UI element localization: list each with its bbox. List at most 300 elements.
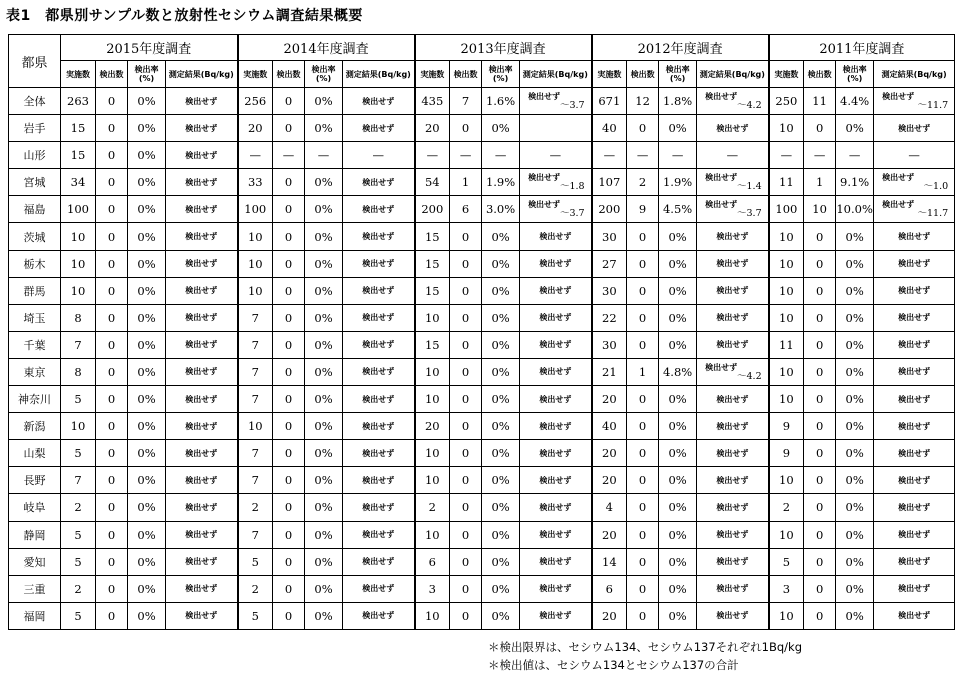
detected-count: 0 bbox=[450, 494, 482, 521]
detected-count: 0 bbox=[804, 358, 836, 385]
sample-count: 5 bbox=[769, 548, 804, 575]
sample-count: 5 bbox=[61, 548, 96, 575]
measurement-result: 検出せず bbox=[166, 115, 238, 142]
detected-count: 0 bbox=[627, 548, 659, 575]
column-header: 実施数 bbox=[238, 61, 273, 88]
detected-count: 0 bbox=[627, 575, 659, 602]
measurement-result: 検出せず bbox=[874, 494, 955, 521]
column-header: 検出率(%) bbox=[836, 61, 874, 88]
detection-rate: 0% bbox=[482, 602, 520, 629]
sample-count: 10 bbox=[61, 413, 96, 440]
detection-rate: 0% bbox=[482, 223, 520, 250]
measurement-result: 検出せず bbox=[166, 196, 238, 223]
detected-count: 0 bbox=[627, 413, 659, 440]
measurement-result: 検出せず bbox=[520, 548, 592, 575]
detected-count: 0 bbox=[96, 521, 128, 548]
sample-count: 10 bbox=[61, 250, 96, 277]
measurement-result: 検出せず bbox=[520, 413, 592, 440]
detection-rate: 0% bbox=[482, 467, 520, 494]
measurement-result: 検出せず bbox=[343, 494, 415, 521]
detected-count: 0 bbox=[804, 115, 836, 142]
detected-count: 0 bbox=[450, 358, 482, 385]
measurement-result: 検出せず bbox=[697, 223, 769, 250]
sample-count: 20 bbox=[592, 521, 627, 548]
sample-count: 100 bbox=[61, 196, 96, 223]
detection-rate: 0% bbox=[836, 386, 874, 413]
detected-count: 0 bbox=[450, 602, 482, 629]
detected-count: 11 bbox=[804, 88, 836, 115]
sample-count: 8 bbox=[61, 304, 96, 331]
detected-count: 0 bbox=[804, 548, 836, 575]
sample-count: 250 bbox=[769, 88, 804, 115]
detection-rate: 0% bbox=[482, 358, 520, 385]
sample-count: 10 bbox=[238, 250, 273, 277]
detection-rate: 0% bbox=[659, 386, 697, 413]
measurement-result: 検出せず bbox=[166, 223, 238, 250]
year-header: 2014年度調査 bbox=[238, 35, 415, 61]
measurement-result: 検出せず ～3.7 bbox=[520, 196, 592, 223]
measurement-result: 検出せず bbox=[697, 250, 769, 277]
year-header: 2011年度調査 bbox=[769, 35, 955, 61]
detected-count: 0 bbox=[273, 115, 305, 142]
measurement-result: 検出せず bbox=[166, 494, 238, 521]
detected-count: 0 bbox=[96, 358, 128, 385]
sample-count: 7 bbox=[238, 386, 273, 413]
sample-count: 10 bbox=[61, 223, 96, 250]
measurement-result: 検出せず bbox=[166, 88, 238, 115]
table-row bbox=[9, 521, 955, 548]
detected-count: 0 bbox=[450, 575, 482, 602]
measurement-result: 検出せず bbox=[697, 304, 769, 331]
detected-count: 0 bbox=[804, 494, 836, 521]
sample-count: — bbox=[769, 142, 804, 169]
prefecture-name: 栃木 bbox=[9, 250, 61, 277]
detected-count: 12 bbox=[627, 88, 659, 115]
detection-rate: 0% bbox=[659, 494, 697, 521]
table-title: 表1 都県別サンプル数と放射性セシウム調査結果概要 bbox=[6, 8, 363, 24]
detected-count: 0 bbox=[804, 575, 836, 602]
detected-count: 0 bbox=[804, 602, 836, 629]
prefecture-name: 東京 bbox=[9, 358, 61, 385]
measurement-result: 検出せず bbox=[697, 467, 769, 494]
detection-rate: 0% bbox=[128, 386, 166, 413]
column-header: 検出率(%) bbox=[659, 61, 697, 88]
measurement-result: 検出せず bbox=[343, 358, 415, 385]
measurement-result: 検出せず bbox=[874, 386, 955, 413]
detection-rate: 0% bbox=[128, 223, 166, 250]
detection-rate: 0% bbox=[128, 142, 166, 169]
column-header: 検出数 bbox=[804, 61, 836, 88]
detection-rate: 0% bbox=[482, 250, 520, 277]
detection-rate: 0% bbox=[482, 331, 520, 358]
sample-count: 2 bbox=[415, 494, 450, 521]
measurement-result: 検出せず bbox=[343, 223, 415, 250]
detection-rate: 0% bbox=[305, 223, 343, 250]
sample-count: 10 bbox=[415, 358, 450, 385]
detected-count: 0 bbox=[273, 548, 305, 575]
detection-rate: 1.8% bbox=[659, 88, 697, 115]
detected-count: 0 bbox=[804, 277, 836, 304]
table-row bbox=[9, 602, 955, 629]
table-row bbox=[9, 413, 955, 440]
measurement-result: 検出せず bbox=[697, 115, 769, 142]
detection-rate: 0% bbox=[128, 575, 166, 602]
detection-rate: 0% bbox=[128, 494, 166, 521]
detection-rate: 0% bbox=[482, 304, 520, 331]
prefecture-name: 新潟 bbox=[9, 413, 61, 440]
measurement-result: 検出せず bbox=[520, 331, 592, 358]
measurement-result: 検出せず ～11.7 bbox=[874, 196, 955, 223]
sample-count: 15 bbox=[415, 331, 450, 358]
detection-rate: 0% bbox=[836, 115, 874, 142]
sample-count: 15 bbox=[61, 115, 96, 142]
detected-count: 0 bbox=[450, 521, 482, 548]
detected-count: 0 bbox=[450, 413, 482, 440]
detected-count: 0 bbox=[627, 467, 659, 494]
measurement-result: 検出せず bbox=[697, 521, 769, 548]
measurement-result: 検出せず bbox=[697, 575, 769, 602]
detection-rate: 0% bbox=[836, 440, 874, 467]
column-header: 検出数 bbox=[450, 61, 482, 88]
table-row bbox=[9, 169, 955, 196]
detection-rate: 0% bbox=[836, 304, 874, 331]
sample-count: 7 bbox=[238, 331, 273, 358]
sample-count: — bbox=[238, 142, 273, 169]
detected-count: 0 bbox=[627, 304, 659, 331]
measurement-result: 検出せず bbox=[166, 358, 238, 385]
measurement-result: 検出せず bbox=[343, 440, 415, 467]
detection-rate: — bbox=[659, 142, 697, 169]
sample-count: 11 bbox=[769, 169, 804, 196]
column-header: 検出数 bbox=[273, 61, 305, 88]
detected-count: 0 bbox=[627, 331, 659, 358]
prefecture-name: 岩手 bbox=[9, 115, 61, 142]
prefecture-name: 神奈川 bbox=[9, 386, 61, 413]
table-row bbox=[9, 494, 955, 521]
sample-count: 200 bbox=[415, 196, 450, 223]
detected-count: 0 bbox=[273, 602, 305, 629]
column-header: 実施数 bbox=[592, 61, 627, 88]
sample-count: 10 bbox=[238, 277, 273, 304]
measurement-result: 検出せず bbox=[874, 548, 955, 575]
detected-count: 0 bbox=[273, 169, 305, 196]
detected-count: 6 bbox=[450, 196, 482, 223]
detection-rate: 0% bbox=[659, 413, 697, 440]
detection-rate: 0% bbox=[305, 304, 343, 331]
detection-rate: 0% bbox=[836, 548, 874, 575]
detection-rate: 0% bbox=[305, 494, 343, 521]
sample-count: 27 bbox=[592, 250, 627, 277]
sample-count: 5 bbox=[61, 602, 96, 629]
measurement-result: 検出せず bbox=[166, 548, 238, 575]
detection-rate: 0% bbox=[305, 88, 343, 115]
detected-count: 0 bbox=[96, 223, 128, 250]
detection-rate: 0% bbox=[836, 413, 874, 440]
detected-count: 0 bbox=[627, 250, 659, 277]
measurement-result: 検出せず bbox=[874, 223, 955, 250]
measurement-result: — bbox=[343, 142, 415, 169]
sample-count: 6 bbox=[415, 548, 450, 575]
measurement-result: 検出せず bbox=[343, 250, 415, 277]
column-header: 実施数 bbox=[61, 61, 96, 88]
column-header: 測定結果(Bq/kg) bbox=[520, 61, 592, 88]
sample-count: 263 bbox=[61, 88, 96, 115]
measurement-result: 検出せず bbox=[166, 467, 238, 494]
detected-count: 0 bbox=[450, 304, 482, 331]
sample-count: 30 bbox=[592, 331, 627, 358]
detected-count: 9 bbox=[627, 196, 659, 223]
measurement-result: 検出せず bbox=[343, 196, 415, 223]
detection-rate: 4.5% bbox=[659, 196, 697, 223]
detected-count: 0 bbox=[804, 440, 836, 467]
measurement-result: 検出せず bbox=[343, 169, 415, 196]
sample-count: 20 bbox=[592, 386, 627, 413]
sample-count: 10 bbox=[415, 440, 450, 467]
measurement-result: — bbox=[520, 142, 592, 169]
sample-count: 10 bbox=[415, 386, 450, 413]
sample-count: 20 bbox=[415, 413, 450, 440]
measurement-result: 検出せず ～3.7 bbox=[697, 196, 769, 223]
sample-count: 100 bbox=[238, 196, 273, 223]
sample-count: 2 bbox=[238, 494, 273, 521]
detection-rate: 0% bbox=[305, 548, 343, 575]
detection-rate: 0% bbox=[305, 386, 343, 413]
sample-count: 10 bbox=[769, 521, 804, 548]
detection-rate: 0% bbox=[659, 223, 697, 250]
sample-count: 7 bbox=[238, 521, 273, 548]
sample-count: 2 bbox=[238, 575, 273, 602]
detection-rate: 0% bbox=[836, 521, 874, 548]
detection-rate: 0% bbox=[659, 602, 697, 629]
detected-count: 0 bbox=[96, 115, 128, 142]
detected-count: 0 bbox=[96, 575, 128, 602]
detected-count: 1 bbox=[627, 358, 659, 385]
detection-rate: 0% bbox=[836, 358, 874, 385]
detection-rate: 0% bbox=[836, 250, 874, 277]
sample-count: 10 bbox=[769, 386, 804, 413]
detection-rate: 0% bbox=[659, 467, 697, 494]
results-table bbox=[8, 34, 955, 630]
year-header: 2013年度調査 bbox=[415, 35, 592, 61]
prefecture-name: 茨城 bbox=[9, 223, 61, 250]
sample-count: 256 bbox=[238, 88, 273, 115]
detection-rate: 0% bbox=[836, 277, 874, 304]
detected-count: 0 bbox=[96, 277, 128, 304]
detected-count: 0 bbox=[627, 115, 659, 142]
measurement-result: 検出せず bbox=[697, 440, 769, 467]
measurement-result: 検出せず bbox=[343, 602, 415, 629]
prefecture-name: 静岡 bbox=[9, 521, 61, 548]
measurement-result: 検出せず bbox=[520, 602, 592, 629]
prefecture-name: 福島 bbox=[9, 196, 61, 223]
measurement-result: 検出せず bbox=[343, 548, 415, 575]
sample-count: 20 bbox=[592, 602, 627, 629]
measurement-result: 検出せず bbox=[520, 277, 592, 304]
measurement-result: 検出せず bbox=[343, 521, 415, 548]
detected-count: 0 bbox=[273, 521, 305, 548]
detected-count: 0 bbox=[96, 331, 128, 358]
detected-count: 0 bbox=[273, 413, 305, 440]
sample-count: 9 bbox=[769, 440, 804, 467]
measurement-result: 検出せず ～4.2 bbox=[697, 358, 769, 385]
measurement-result: 検出せず bbox=[874, 358, 955, 385]
detected-count: 0 bbox=[804, 521, 836, 548]
detection-rate: 0% bbox=[305, 413, 343, 440]
measurement-result: 検出せず bbox=[874, 521, 955, 548]
sample-count: 10 bbox=[769, 223, 804, 250]
detected-count: 0 bbox=[96, 196, 128, 223]
measurement-result: 検出せず bbox=[343, 115, 415, 142]
detected-count: 0 bbox=[273, 88, 305, 115]
measurement-result: 検出せず bbox=[166, 602, 238, 629]
measurement-result bbox=[520, 115, 592, 142]
sample-count: 7 bbox=[61, 467, 96, 494]
detected-count: 0 bbox=[96, 169, 128, 196]
measurement-result: 検出せず bbox=[874, 115, 955, 142]
prefecture-name: 長野 bbox=[9, 467, 61, 494]
sample-count: 30 bbox=[592, 277, 627, 304]
sample-count: 22 bbox=[592, 304, 627, 331]
sample-count: 8 bbox=[61, 358, 96, 385]
table-row bbox=[9, 250, 955, 277]
detected-count: 0 bbox=[273, 575, 305, 602]
measurement-result: 検出せず bbox=[697, 602, 769, 629]
measurement-result: 検出せず bbox=[166, 304, 238, 331]
measurement-result: 検出せず bbox=[166, 440, 238, 467]
measurement-result: 検出せず bbox=[166, 142, 238, 169]
detected-count: 10 bbox=[804, 196, 836, 223]
table-row bbox=[9, 548, 955, 575]
detection-rate: 0% bbox=[482, 386, 520, 413]
detected-count: 0 bbox=[96, 304, 128, 331]
sample-count: 30 bbox=[592, 223, 627, 250]
detection-rate: 0% bbox=[128, 521, 166, 548]
sample-count: 100 bbox=[769, 196, 804, 223]
detected-count: 0 bbox=[273, 196, 305, 223]
detected-count: 7 bbox=[450, 88, 482, 115]
measurement-result: 検出せず ～1.0 bbox=[874, 169, 955, 196]
detected-count: 0 bbox=[273, 331, 305, 358]
sample-count: 5 bbox=[61, 440, 96, 467]
sample-count: 10 bbox=[415, 521, 450, 548]
detection-rate: 0% bbox=[128, 602, 166, 629]
detected-count: 0 bbox=[96, 386, 128, 413]
detection-rate: 0% bbox=[128, 440, 166, 467]
sample-count: 10 bbox=[415, 467, 450, 494]
measurement-result: 検出せず ～3.7 bbox=[520, 88, 592, 115]
detection-rate: 0% bbox=[482, 575, 520, 602]
measurement-result: 検出せず bbox=[166, 250, 238, 277]
detection-rate: 0% bbox=[128, 548, 166, 575]
detection-rate: 0% bbox=[482, 548, 520, 575]
detection-rate: 0% bbox=[128, 304, 166, 331]
detection-rate: 0% bbox=[305, 250, 343, 277]
detection-rate: 0% bbox=[482, 494, 520, 521]
measurement-result: 検出せず bbox=[520, 358, 592, 385]
table-row bbox=[9, 386, 955, 413]
measurement-result: 検出せず bbox=[166, 331, 238, 358]
column-header: 測定結果(Bq/kg) bbox=[697, 61, 769, 88]
detection-rate: 0% bbox=[128, 413, 166, 440]
sample-count: 7 bbox=[238, 304, 273, 331]
detected-count: 0 bbox=[273, 494, 305, 521]
column-header: 検出率(%) bbox=[128, 61, 166, 88]
measurement-result: 検出せず bbox=[874, 277, 955, 304]
detected-count: 2 bbox=[627, 169, 659, 196]
sample-count: 5 bbox=[238, 602, 273, 629]
sample-count: 20 bbox=[592, 440, 627, 467]
sample-count: 5 bbox=[238, 548, 273, 575]
sample-count: 2 bbox=[61, 494, 96, 521]
measurement-result: 検出せず bbox=[166, 521, 238, 548]
measurement-result: 検出せず bbox=[343, 331, 415, 358]
detection-rate: 0% bbox=[836, 331, 874, 358]
detected-count: 0 bbox=[804, 304, 836, 331]
detected-count: 0 bbox=[450, 115, 482, 142]
detection-rate: 0% bbox=[659, 575, 697, 602]
measurement-result: 検出せず bbox=[520, 521, 592, 548]
table-row bbox=[9, 115, 955, 142]
prefecture-name: 山形 bbox=[9, 142, 61, 169]
prefecture-name: 全体 bbox=[9, 88, 61, 115]
measurement-result: 検出せず bbox=[874, 602, 955, 629]
table-row bbox=[9, 331, 955, 358]
table-row bbox=[9, 467, 955, 494]
measurement-result: 検出せず ～11.7 bbox=[874, 88, 955, 115]
sample-count: 2 bbox=[61, 575, 96, 602]
detection-rate: 0% bbox=[128, 169, 166, 196]
detected-count: — bbox=[627, 142, 659, 169]
measurement-result: 検出せず ～1.8 bbox=[520, 169, 592, 196]
detected-count: 0 bbox=[627, 494, 659, 521]
detection-rate: 10.0% bbox=[836, 196, 874, 223]
measurement-result: 検出せず bbox=[520, 440, 592, 467]
detected-count: 0 bbox=[96, 602, 128, 629]
measurement-result: 検出せず bbox=[343, 575, 415, 602]
detection-rate: 1.6% bbox=[482, 88, 520, 115]
detection-rate: 0% bbox=[836, 602, 874, 629]
detected-count: 0 bbox=[804, 386, 836, 413]
detected-count: 0 bbox=[96, 88, 128, 115]
detection-rate: 0% bbox=[305, 358, 343, 385]
detected-count: 0 bbox=[627, 440, 659, 467]
detected-count: 0 bbox=[273, 223, 305, 250]
detection-rate: 0% bbox=[305, 467, 343, 494]
detection-rate: 0% bbox=[659, 440, 697, 467]
column-header: 実施数 bbox=[415, 61, 450, 88]
measurement-result: 検出せず bbox=[520, 386, 592, 413]
table-row bbox=[9, 88, 955, 115]
detection-rate: 0% bbox=[836, 223, 874, 250]
detected-count: 0 bbox=[273, 304, 305, 331]
measurement-result: — bbox=[874, 142, 955, 169]
detection-rate: 0% bbox=[659, 115, 697, 142]
detected-count: 0 bbox=[627, 277, 659, 304]
detected-count: 0 bbox=[96, 440, 128, 467]
detected-count: — bbox=[273, 142, 305, 169]
prefecture-name: 福岡 bbox=[9, 602, 61, 629]
sample-count: 10 bbox=[238, 223, 273, 250]
column-header: 検出数 bbox=[627, 61, 659, 88]
sample-count: 5 bbox=[61, 521, 96, 548]
measurement-result: 検出せず bbox=[874, 440, 955, 467]
measurement-result: 検出せず bbox=[874, 467, 955, 494]
detection-rate: 0% bbox=[659, 250, 697, 277]
footnote-detected-value: ＊検出値は、セシウム134とセシウム137の合計 bbox=[488, 658, 739, 672]
detected-count: 0 bbox=[627, 386, 659, 413]
pref-column-header: 都県 bbox=[9, 35, 61, 88]
sample-count: 40 bbox=[592, 413, 627, 440]
